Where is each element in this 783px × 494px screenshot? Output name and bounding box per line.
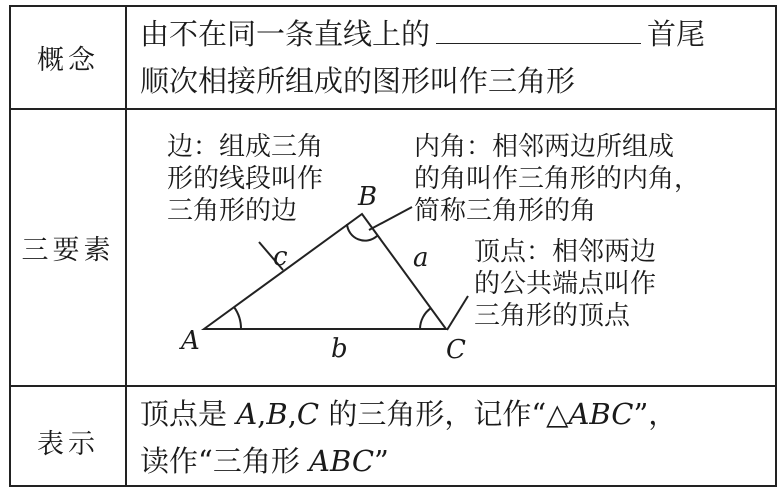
vertex-definition-line: 的公共端点叫作: [474, 269, 657, 299]
side-definition-line: 三角形的边: [167, 196, 298, 226]
comma: ,: [287, 397, 297, 431]
concept-text-after-blank: 首尾: [647, 17, 706, 51]
vertex-definition-line: 三角形的顶点: [474, 301, 631, 331]
row-label-notation: 表示: [37, 429, 99, 460]
vertex-label-b: B: [358, 182, 378, 212]
vertex-definition-line: 顶点：相邻两边: [474, 237, 657, 267]
angle-b-arc: [347, 224, 377, 241]
angle-a-arc: [234, 307, 241, 329]
vertex-a: A: [236, 397, 258, 431]
row-label-concept: 概念: [37, 45, 99, 76]
concept-text-before-blank: 由不在同一条直线上的: [140, 17, 431, 51]
angle-definition-line: 简称三角形的角: [414, 196, 597, 226]
side-label-a: a: [413, 243, 429, 273]
notation-text: 顶点是: [140, 397, 237, 431]
comma: ,: [257, 397, 267, 431]
notation-text: 读作“三角形: [140, 444, 310, 478]
triangle-name: ABC: [568, 397, 634, 431]
notation-line-2: [140, 441, 389, 481]
vertex-b: B: [266, 397, 288, 431]
notation-text: ”: [374, 444, 389, 478]
angle-definition-line: 的角叫作三角形的内角，: [414, 164, 701, 194]
vertex-label-c: C: [446, 335, 466, 365]
notation-line-1: [140, 394, 677, 434]
triangle-name: ABC: [309, 444, 375, 478]
angle-c-arc: [420, 308, 431, 329]
vertex-c: C: [296, 397, 320, 431]
vertex-pointer-line: [447, 296, 468, 330]
notation-text: ”，: [633, 397, 678, 431]
side-definition-line: 边：组成三角: [167, 132, 324, 162]
angle-definition-line: 内角：相邻两边所组成: [414, 132, 675, 162]
triangle-abc: [204, 214, 446, 329]
side-definition-line: 形的线段叫作: [167, 164, 324, 194]
vertex-label-a: A: [181, 326, 200, 356]
side-label-c: c: [273, 242, 288, 272]
side-label-b: b: [331, 334, 348, 364]
concept-line-2: 顺次相接所组成的图形叫作三角形: [140, 64, 576, 98]
row-label-elements: 三要素: [21, 235, 115, 266]
notation-text: 的三角形，记作“△: [319, 397, 569, 431]
